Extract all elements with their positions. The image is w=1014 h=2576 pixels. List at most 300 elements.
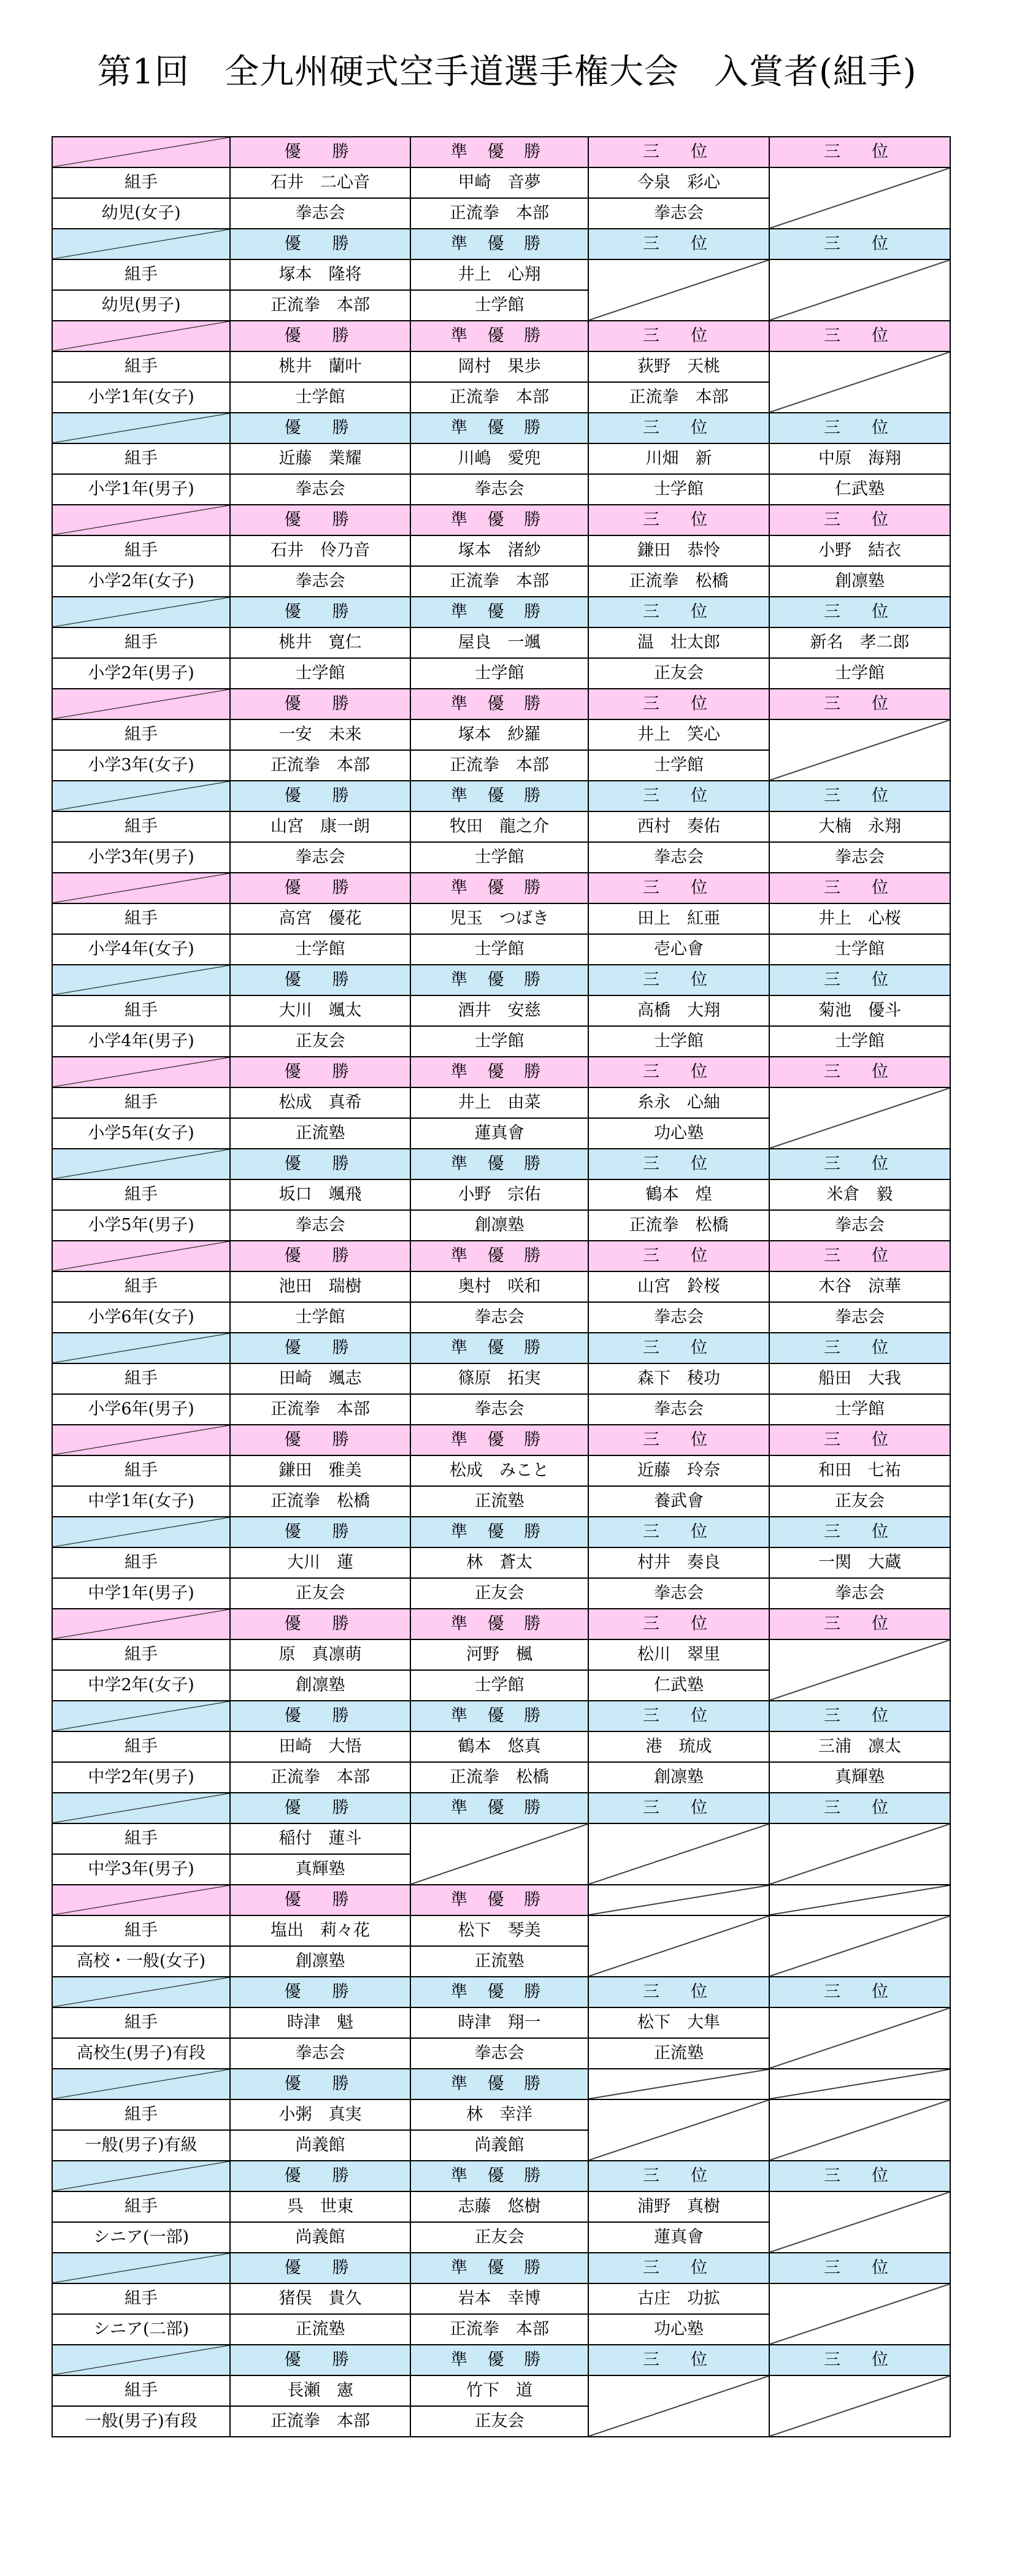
category-label: 小学4年(男子) [52,1026,230,1057]
winner-club-row [52,474,950,505]
winner-name: 塚本 隆将 [230,259,410,290]
header-second: 準 優 勝 [410,1057,588,1087]
winner-club: 功心塾 [588,2314,769,2345]
header-empty [769,2069,950,2099]
header-third: 三 位 [769,2253,950,2283]
winner-club: 拳志会 [769,842,950,873]
winner-club: 養武會 [588,1486,769,1517]
header-first: 優 勝 [230,965,410,995]
event-label: 組手 [52,1271,230,1302]
header-second: 準 優 勝 [410,1333,588,1363]
winner-name: 竹下 道 [410,2375,588,2406]
winner-name-row [52,811,950,842]
place-header-row [52,2345,950,2375]
header-second: 準 優 勝 [410,1517,588,1547]
winner-name: 岩本 幸博 [410,2283,588,2314]
winner-name: 松下 琴美 [410,1915,588,1946]
winner-club: 正友会 [410,1578,588,1609]
header-third: 三 位 [588,1977,769,2007]
header-empty [769,1885,950,1915]
winner-club: 拳志会 [588,1394,769,1425]
header-corner [52,229,230,259]
header-third: 三 位 [769,1057,950,1087]
empty-slot [769,2007,950,2069]
winner-name: 桃井 蘭叶 [230,351,410,382]
event-label: 組手 [52,2283,230,2314]
place-header-row [52,413,950,443]
winner-club: 士学館 [230,382,410,413]
header-first: 優 勝 [230,1241,410,1271]
winner-club: 正流塾 [230,1118,410,1149]
event-label: 組手 [52,627,230,658]
winner-name: 大楠 永翔 [769,811,950,842]
winner-name: 岡村 果歩 [410,351,588,382]
header-corner [52,781,230,811]
header-corner [52,1149,230,1179]
header-second: 準 優 勝 [410,873,588,903]
header-third: 三 位 [588,229,769,259]
event-label: 組手 [52,995,230,1026]
category-label: 中学3年(男子) [52,1854,230,1885]
winner-name-row [52,903,950,934]
winner-name: 呉 世東 [230,2191,410,2222]
category-label: 小学4年(女子) [52,934,230,965]
winner-club: 士学館 [410,290,588,321]
header-third: 三 位 [588,2345,769,2375]
winner-name: 児玉 つばき [410,903,588,934]
winner-name: 小野 宗佑 [410,1179,588,1210]
winner-club: 拳志会 [410,474,588,505]
header-corner [52,1517,230,1547]
winner-club: 創凛塾 [410,1210,588,1241]
winner-club: 拳志会 [410,2038,588,2069]
winner-club: 蓮真會 [410,1118,588,1149]
header-corner [52,1793,230,1823]
header-third: 三 位 [588,1701,769,1731]
winner-club: 士学館 [230,934,410,965]
header-third: 三 位 [769,2161,950,2191]
header-first: 優 勝 [230,2253,410,2283]
winner-name: 塚本 渚紗 [410,535,588,566]
winner-club: 尚義館 [230,2222,410,2253]
empty-slot [769,1639,950,1701]
winner-name: 鶴本 煌 [588,1179,769,1210]
category-label: 幼児(男子) [52,290,230,321]
page-title: 第1回 全九州硬式空手道選手権大会 入賞者(組手) [97,52,917,92]
header-third: 三 位 [769,1517,950,1547]
category-label: 小学5年(女子) [52,1118,230,1149]
winner-name-row [52,1087,950,1118]
winner-name-row [52,2099,950,2130]
header-third: 三 位 [588,1149,769,1179]
header-third: 三 位 [588,965,769,995]
winner-name: 長瀬 憲 [230,2375,410,2406]
winner-name: 河野 楓 [410,1639,588,1670]
winner-club: 拳志会 [230,842,410,873]
winner-name: 志藤 悠樹 [410,2191,588,2222]
winner-name: 大川 颯太 [230,995,410,1026]
header-third: 三 位 [588,689,769,719]
category-label: 幼児(女子) [52,198,230,229]
event-label: 組手 [52,351,230,382]
winner-club: 拳志会 [769,1302,950,1333]
winner-club: 創凛塾 [588,1762,769,1793]
event-label: 組手 [52,2375,230,2406]
header-second: 準 優 勝 [410,597,588,627]
header-corner [52,1609,230,1639]
winner-name: 田崎 大悟 [230,1731,410,1762]
winner-club: 正流拳 本部 [230,1762,410,1793]
winner-name-row [52,1271,950,1302]
winner-club: 正友会 [410,2406,588,2437]
winner-name-row [52,2191,950,2222]
winner-club: 正流拳 本部 [588,382,769,413]
winner-club: 正流拳 本部 [230,290,410,321]
header-third: 三 位 [588,1057,769,1087]
header-corner [52,1333,230,1363]
winner-club: 士学館 [588,1026,769,1057]
winner-club: 正流拳 松橋 [230,1486,410,1517]
header-corner [52,965,230,995]
empty-slot [769,351,950,413]
header-corner [52,873,230,903]
empty-slot [588,2099,769,2161]
winner-name: 時津 翔一 [410,2007,588,2038]
winner-name: 糸永 心紬 [588,1087,769,1118]
winner-name: 松成 みこと [410,1455,588,1486]
winner-name: 高宮 優花 [230,903,410,934]
header-second: 準 優 勝 [410,229,588,259]
event-label: 組手 [52,1363,230,1394]
header-third: 三 位 [588,1425,769,1455]
winner-club: 蓮真會 [588,2222,769,2253]
winner-club-row [52,1486,950,1517]
header-corner [52,1241,230,1271]
winner-club: 正流拳 松橋 [410,1762,588,1793]
winner-club: 壱心會 [588,934,769,965]
winner-name: 木谷 涼華 [769,1271,950,1302]
empty-slot [588,1823,769,1885]
winner-name: 新名 孝二郎 [769,627,950,658]
winner-name: 鎌田 恭怜 [588,535,769,566]
header-first: 優 勝 [230,1701,410,1731]
header-third: 三 位 [769,1241,950,1271]
winner-club: 正流拳 本部 [410,566,588,597]
winner-name: 田上 紅亜 [588,903,769,934]
winner-name: 石井 二心音 [230,167,410,198]
winner-name: 猪俣 貴久 [230,2283,410,2314]
winner-club: 拳志会 [230,2038,410,2069]
winner-name: 井上 笑心 [588,719,769,750]
header-first: 優 勝 [230,781,410,811]
winner-club: 正友会 [230,1026,410,1057]
winner-name: 井上 心桜 [769,903,950,934]
empty-slot [769,259,950,321]
place-header-row [52,1517,950,1547]
winner-name-row [52,1547,950,1578]
winner-club: 士学館 [769,1394,950,1425]
event-label: 組手 [52,259,230,290]
header-corner [52,1977,230,2007]
winner-club-row [52,658,950,689]
header-first: 優 勝 [230,413,410,443]
winner-club: 正友会 [230,1578,410,1609]
winner-name: 浦野 真樹 [588,2191,769,2222]
winner-club: 正友会 [410,2222,588,2253]
event-label: 組手 [52,1179,230,1210]
category-label: 小学6年(女子) [52,1302,230,1333]
winner-club: 正流拳 松橋 [588,1210,769,1241]
header-corner [52,2253,230,2283]
winner-name: 今泉 彩心 [588,167,769,198]
winner-club: 正流拳 本部 [230,2406,410,2437]
header-corner [52,1425,230,1455]
winner-name-row [52,1639,950,1670]
winner-name: 高橋 大翔 [588,995,769,1026]
winner-club: 仁武塾 [588,1670,769,1701]
header-third: 三 位 [769,2345,950,2375]
header-corner [52,2069,230,2099]
winner-name: 森下 稜功 [588,1363,769,1394]
winner-name: 林 幸洋 [410,2099,588,2130]
empty-slot [769,1915,950,1977]
event-label: 組手 [52,1547,230,1578]
winner-name-row [52,2283,950,2314]
header-corner [52,2161,230,2191]
winner-name-row [52,1363,950,1394]
category-label: 中学2年(男子) [52,1762,230,1793]
header-third: 三 位 [769,229,950,259]
winner-club-row [52,1394,950,1425]
winner-name-row [52,443,950,474]
winner-club-row [52,934,950,965]
header-corner [52,1057,230,1087]
winner-name-row [52,2375,950,2406]
header-first: 優 勝 [230,321,410,351]
header-second: 準 優 勝 [410,1241,588,1271]
winner-club: 士学館 [230,1302,410,1333]
empty-slot [769,1823,950,1885]
event-label: 組手 [52,1823,230,1854]
header-first: 優 勝 [230,873,410,903]
winner-club: 正流塾 [410,1946,588,1977]
category-label: 小学1年(男子) [52,474,230,505]
header-first: 優 勝 [230,505,410,535]
winner-club: 正流拳 松橋 [588,566,769,597]
header-third: 三 位 [769,689,950,719]
place-header-row [52,873,950,903]
winner-club: 士学館 [410,658,588,689]
winner-name: 稲付 蓮斗 [230,1823,410,1854]
winner-club: 正流塾 [230,2314,410,2345]
header-second: 準 優 勝 [410,413,588,443]
winner-name: 古庄 功拡 [588,2283,769,2314]
empty-slot [588,2375,769,2437]
winner-name: 塩出 莉々花 [230,1915,410,1946]
winner-name-row [52,627,950,658]
category-label: 一般(男子)有級 [52,2130,230,2161]
header-third: 三 位 [588,505,769,535]
category-label: シニア(一部) [52,2222,230,2253]
winner-name: 近藤 玲奈 [588,1455,769,1486]
header-third: 三 位 [769,413,950,443]
winner-club: 士学館 [410,842,588,873]
winner-name-row [52,1731,950,1762]
winner-name: 田崎 颯志 [230,1363,410,1394]
header-third: 三 位 [769,965,950,995]
winner-name: 小野 結衣 [769,535,950,566]
header-second: 準 優 勝 [410,1425,588,1455]
header-first: 優 勝 [230,2069,410,2099]
header-third: 三 位 [588,1517,769,1547]
winner-club: 功心塾 [588,1118,769,1149]
event-label: 組手 [52,1455,230,1486]
category-label: 小学3年(女子) [52,750,230,781]
winner-club: 正流拳 本部 [230,1394,410,1425]
header-corner [52,597,230,627]
winner-name: 川畑 新 [588,443,769,474]
place-header-row [52,2069,950,2099]
header-empty [588,1885,769,1915]
header-third: 三 位 [769,873,950,903]
winner-club: 拳志会 [769,1578,950,1609]
event-label: 組手 [52,443,230,474]
event-label: 組手 [52,535,230,566]
event-label: 組手 [52,1087,230,1118]
header-third: 三 位 [588,873,769,903]
winner-name: 三浦 凛太 [769,1731,950,1762]
event-label: 組手 [52,719,230,750]
winner-name: 原 真凛萌 [230,1639,410,1670]
place-header-row [52,965,950,995]
header-third: 三 位 [769,321,950,351]
winner-club: 拳志会 [588,1578,769,1609]
header-second: 準 優 勝 [410,689,588,719]
place-header-row [52,137,950,167]
place-header-row [52,1977,950,2007]
winner-club: 正流拳 本部 [410,382,588,413]
place-header-row [52,2253,950,2283]
place-header-row [52,321,950,351]
header-third: 三 位 [588,781,769,811]
category-label: 中学1年(男子) [52,1578,230,1609]
header-second: 準 優 勝 [410,1701,588,1731]
header-third: 三 位 [769,781,950,811]
winner-name: 坂口 颯飛 [230,1179,410,1210]
winner-name: 林 蒼太 [410,1547,588,1578]
header-corner [52,137,230,167]
header-first: 優 勝 [230,1149,410,1179]
header-second: 準 優 勝 [410,2253,588,2283]
winner-club-row [52,566,950,597]
winner-name: 船田 大我 [769,1363,950,1394]
winner-name-row [52,167,950,198]
winner-club: 正流拳 本部 [410,198,588,229]
winner-name: 鎌田 雅美 [230,1455,410,1486]
winner-club-row [52,1578,950,1609]
empty-slot [769,2283,950,2345]
place-header-row [52,1057,950,1087]
winner-name: 和田 七祐 [769,1455,950,1486]
header-first: 優 勝 [230,229,410,259]
winner-name: 荻野 天桃 [588,351,769,382]
winner-club: 拳志会 [410,1394,588,1425]
winner-name: 塚本 紗羅 [410,719,588,750]
header-corner [52,413,230,443]
winner-name: 松川 翠里 [588,1639,769,1670]
header-corner [52,2345,230,2375]
winner-name: 近藤 業耀 [230,443,410,474]
header-third: 三 位 [769,1701,950,1731]
winner-club: 正友会 [588,658,769,689]
winner-club-row [52,1026,950,1057]
winner-club: 士学館 [410,1670,588,1701]
header-third: 三 位 [588,1609,769,1639]
header-third: 三 位 [769,1425,950,1455]
winner-name: 牧田 龍之介 [410,811,588,842]
winner-club: 正友会 [769,1486,950,1517]
winner-name: 甲崎 音夢 [410,167,588,198]
winner-club: 正流拳 本部 [230,750,410,781]
header-first: 優 勝 [230,2345,410,2375]
place-header-row [52,1793,950,1823]
header-third: 三 位 [588,2253,769,2283]
winner-name: 酒井 安慈 [410,995,588,1026]
winner-club: 真輝塾 [230,1854,410,1885]
event-label: 組手 [52,811,230,842]
winner-name: 菊池 優斗 [769,995,950,1026]
winner-name: 米倉 毅 [769,1179,950,1210]
header-third: 三 位 [588,1333,769,1363]
place-header-row [52,1701,950,1731]
winner-name-row [52,535,950,566]
winner-club: 士学館 [769,1026,950,1057]
winner-name: 山宮 康一朗 [230,811,410,842]
header-third: 三 位 [588,1241,769,1271]
winner-club-row [52,1762,950,1793]
event-label: 組手 [52,1731,230,1762]
header-third: 三 位 [769,1333,950,1363]
winner-name: 石井 伶乃音 [230,535,410,566]
place-header-row [52,229,950,259]
header-third: 三 位 [769,597,950,627]
results-table [52,136,951,2437]
header-third: 三 位 [769,1149,950,1179]
event-label: 組手 [52,167,230,198]
header-third: 三 位 [769,1793,950,1823]
header-third: 三 位 [588,413,769,443]
category-label: 中学2年(女子) [52,1670,230,1701]
winner-club: 士学館 [230,658,410,689]
winner-name: 村井 奏良 [588,1547,769,1578]
category-label: 高校・一般(女子) [52,1946,230,1977]
header-first: 優 勝 [230,1517,410,1547]
place-header-row [52,1333,950,1363]
event-label: 組手 [52,1639,230,1670]
place-header-row [52,1241,950,1271]
winner-name: 松成 真希 [230,1087,410,1118]
winner-name: 一安 未来 [230,719,410,750]
winner-club: 士学館 [410,934,588,965]
winner-name: 井上 心翔 [410,259,588,290]
winner-club: 尚義館 [230,2130,410,2161]
winner-name-row [52,1915,950,1946]
place-header-row [52,597,950,627]
winner-name-row [52,719,950,750]
header-second: 準 優 勝 [410,137,588,167]
category-label: 小学6年(男子) [52,1394,230,1425]
winner-name: 松下 大隼 [588,2007,769,2038]
